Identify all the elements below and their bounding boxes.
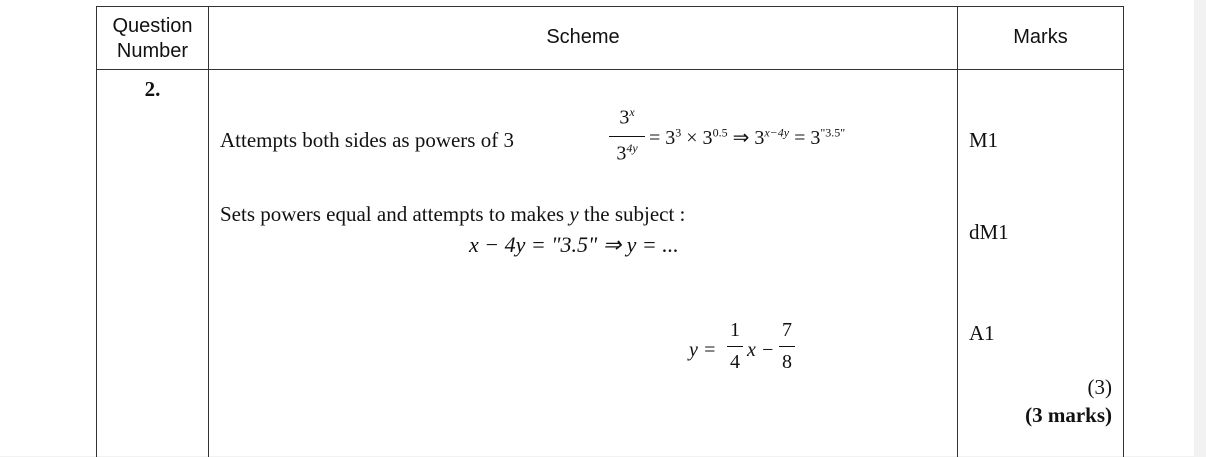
subtotal-marks: (3) — [1087, 375, 1112, 399]
mark-scheme-table — [96, 6, 1124, 457]
question-number: 2. — [144, 77, 161, 101]
fraction-bar — [779, 346, 795, 347]
vertical-scrollbar[interactable] — [1194, 0, 1206, 456]
row1-mark: M1 — [969, 128, 999, 152]
row3-fraction1-denominator: 4 — [730, 351, 740, 373]
header-question-label: Question — [112, 15, 193, 37]
row3-mid: x − — [747, 339, 775, 361]
row1-description: Attempts both sides as powers of 3 — [220, 128, 514, 152]
row3-fraction2-numerator: 7 — [782, 319, 792, 341]
row3-mark: A1 — [969, 321, 995, 345]
column-divider — [208, 7, 209, 457]
header-marks: Marks — [1013, 26, 1068, 48]
row3-fraction2-denominator: 8 — [782, 351, 792, 373]
header-scheme: Scheme — [546, 26, 620, 48]
row2-description: Sets powers equal and attempts to makes y the subject : — [220, 202, 686, 226]
row1-working: = $3^3 \times 3^{0.5}$ ⇒ $3^{x-4y} = 3^{"3.5"}$ — [649, 125, 846, 149]
header-question-number — [97, 14, 208, 64]
fraction-bar — [727, 346, 743, 347]
header-number-label: Number — [116, 40, 189, 62]
fraction-bar — [609, 136, 645, 137]
row3-working — [689, 319, 809, 379]
row2-mark: dM1 — [969, 220, 1009, 244]
row1-fraction-numerator: 3$^x$ — [619, 105, 635, 129]
row1-fraction-denominator: $3^{4y}$ — [616, 141, 638, 165]
row3-lhs: y = — [689, 339, 717, 361]
row2-working: x − 4y = "3.5" ⇒ y = ... — [469, 232, 679, 257]
row1-fraction — [609, 105, 649, 177]
row3-fraction1-numerator: 1 — [730, 319, 740, 341]
total-marks: (3 marks) — [1025, 403, 1112, 427]
